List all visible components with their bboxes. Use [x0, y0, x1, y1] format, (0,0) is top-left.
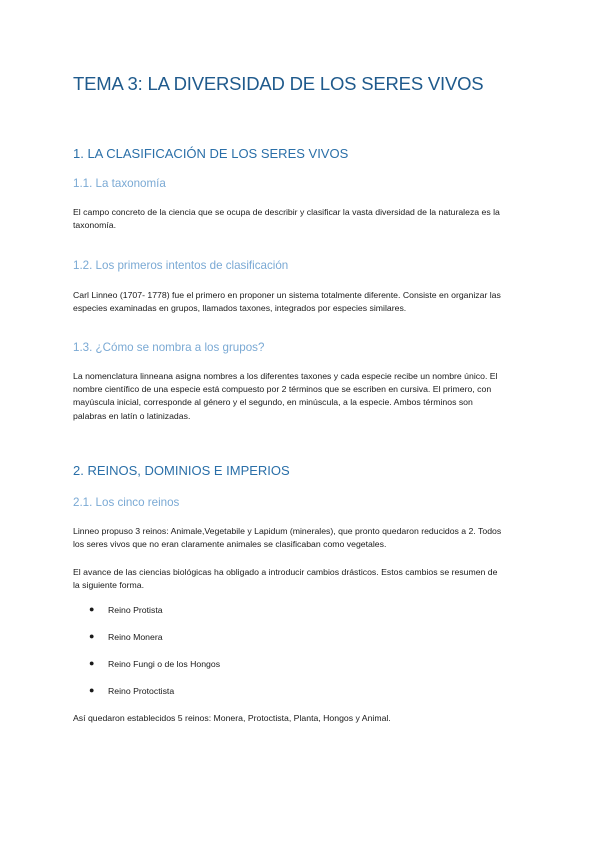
document-title: TEMA 3: LA DIVERSIDAD DE LOS SERES VIVOS — [73, 73, 484, 94]
bullet-icon: ● — [89, 658, 95, 668]
subsection-1-3-paragraph: La nomenclatura linneana asigna nombres a los diferentes taxones y cada especie recibe un nombre único. El nombre científico de una especie está compuesto por 2 términos que se escriben en cursiva. El primero, con mayúscula inicial, corresponde al género y el segundo, en minúscula, a la especie. Ambos términos son palabras en latín o latinizadas. — [73, 371, 498, 421]
list-item-label: Reino Monera — [108, 632, 163, 642]
section-2-heading: 2. REINOS, DOMINIOS E IMPERIOS — [73, 463, 290, 478]
list-item-label: Reino Fungi o de los Hongos — [108, 659, 221, 669]
subsection-1-1-heading: 1.1. La taxonomía — [73, 177, 166, 190]
subsection-2-1-paragraph-1: Linneo propuso 3 reinos: Animale,Vegetabile y Lapidum (minerales), que pronto quedaron reducidos a 2. Todos los seres vivos que no eran claramente animales se clasificaban como vegetales. — [73, 526, 502, 550]
bullet-icon: ● — [89, 685, 95, 695]
section-1-heading: 1. LA CLASIFICACIÓN DE LOS SERES VIVOS — [73, 146, 349, 161]
bullet-icon: ● — [89, 631, 95, 641]
subsection-2-1-paragraph-2: El avance de las ciencias biológicas ha obligado a introducir cambios drásticos. Estos cambios se resumen de la siguiente forma. — [73, 567, 498, 591]
subsection-1-1-paragraph: El campo concreto de la ciencia que se ocupa de describir y clasificar la vasta diversidad de la naturaleza es la taxonomía. — [73, 207, 500, 231]
subsection-1-3-heading: 1.3. ¿Cómo se nombra a los grupos? — [73, 341, 265, 354]
subsection-1-2-heading: 1.2. Los primeros intentos de clasificación — [73, 259, 289, 272]
subsection-2-1-heading: 2.1. Los cinco reinos — [73, 496, 180, 509]
list-item-label: Reino Protoctista — [108, 686, 175, 696]
subsection-1-2-paragraph: Carl Linneo (1707- 1778) fue el primero en proponer un sistema totalmente diferente. Consiste en organizar las especies examinadas en grupos, llamados taxones, integrados por especies similares. — [73, 290, 501, 314]
list-item-label: Reino Protista — [108, 605, 163, 615]
subsection-2-1-closing: Así quedaron establecidos 5 reinos: Monera, Protoctista, Planta, Hongos y Animal. — [73, 713, 391, 723]
bullet-icon: ● — [89, 604, 95, 614]
